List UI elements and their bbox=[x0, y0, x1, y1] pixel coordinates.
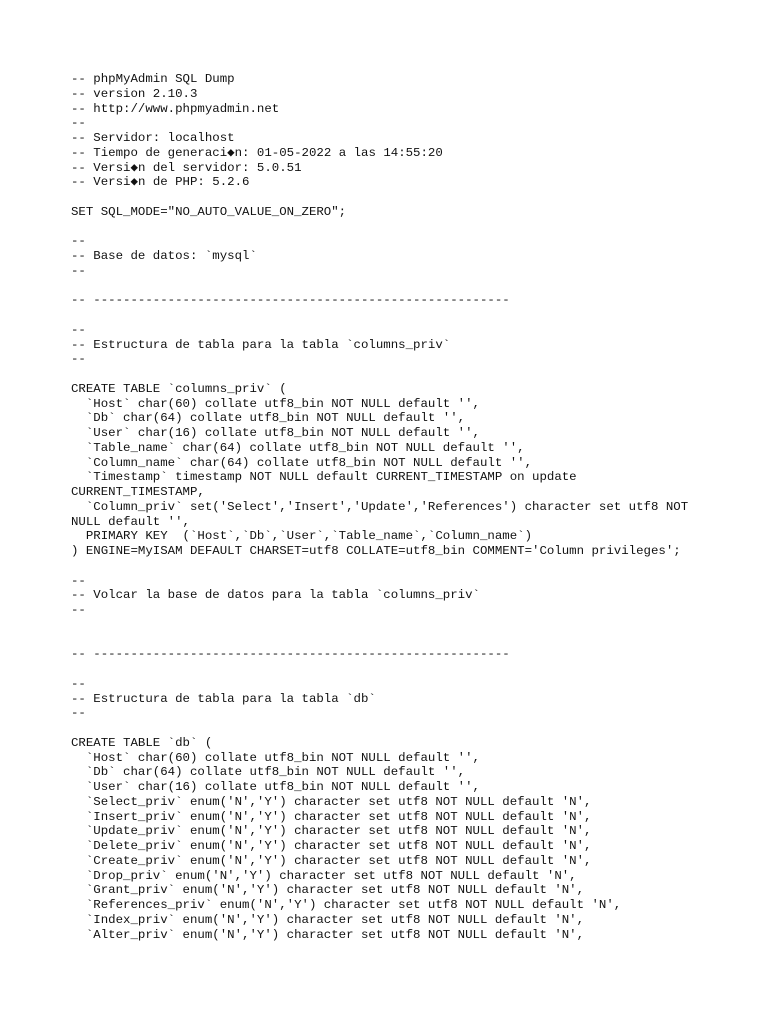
sql-line: -- Estructura de tabla para la tabla `columns_priv` bbox=[71, 337, 451, 352]
sql-line: -- Versi◆n de PHP: 5.2.6 bbox=[71, 175, 250, 190]
sql-line bbox=[71, 279, 731, 294]
sql-line: `Db` char(64) collate utf8_bin NOT NULL default '', bbox=[71, 411, 466, 426]
sql-line: -- bbox=[71, 603, 86, 617]
sql-line: `Column_name` char(64) collate utf8_bin NOT NULL default '', bbox=[71, 455, 533, 470]
sql-line: `Insert_priv` enum('N','Y') character set utf8 NOT NULL default 'N', bbox=[71, 809, 592, 824]
sql-line: -- bbox=[71, 352, 86, 367]
sql-line bbox=[71, 662, 731, 677]
sql-line: -- Volcar la base de datos para la tabla `columns_priv` bbox=[71, 588, 480, 603]
sql-line: PRIMARY KEY (`Host`,`Db`,`User`,`Table_name`,`Column_name`) bbox=[71, 529, 533, 544]
sql-line: `Alter_priv` enum('N','Y') character set utf8 NOT NULL default 'N', bbox=[71, 927, 585, 942]
sql-line: `Delete_priv` enum('N','Y') character set utf8 NOT NULL default 'N', bbox=[71, 839, 592, 853]
sql-line: `Drop_priv` enum('N','Y') character set utf8 NOT NULL default 'N', bbox=[71, 868, 577, 883]
sql-line: `References_priv` enum('N','Y') character set utf8 NOT NULL default 'N', bbox=[71, 898, 622, 912]
sql-line bbox=[71, 559, 731, 574]
sql-line: -- Base de datos: `mysql` bbox=[71, 249, 257, 263]
sql-line: NULL default '', bbox=[71, 514, 190, 529]
sql-line: -- Tiempo de generaci◆n: 01-05-2022 a las 14:55:20 bbox=[71, 145, 443, 160]
sql-line: -- phpMyAdmin SQL Dump bbox=[71, 72, 235, 86]
sql-line: `Index_priv` enum('N','Y') character set utf8 NOT NULL default 'N', bbox=[71, 912, 585, 927]
sql-line: -- bbox=[71, 322, 86, 337]
sql-line bbox=[71, 190, 731, 205]
sql-line: -- bbox=[71, 116, 86, 131]
sql-line bbox=[71, 308, 731, 323]
sql-line bbox=[71, 633, 731, 648]
sql-line: CREATE TABLE `db` ( bbox=[71, 735, 213, 750]
sql-line: -- Versi◆n del servidor: 5.0.51 bbox=[71, 160, 302, 175]
sql-line: `Create_priv` enum('N','Y') character set utf8 NOT NULL default 'N', bbox=[71, 853, 592, 868]
sql-line: ) ENGINE=MyISAM DEFAULT CHARSET=utf8 COLLATE=utf8_bin COMMENT='Column privileges'; bbox=[71, 544, 681, 558]
sql-line: `Host` char(60) collate utf8_bin NOT NULL default '', bbox=[71, 396, 480, 411]
sql-line: -- bbox=[71, 676, 86, 691]
sql-line: -- -------------------------------------------------------- bbox=[71, 647, 510, 662]
sql-line: `Table_name` char(64) collate utf8_bin NOT NULL default '', bbox=[71, 440, 525, 455]
sql-line: -- bbox=[71, 706, 86, 721]
sql-line: SET SQL_MODE="NO_AUTO_VALUE_ON_ZERO"; bbox=[71, 204, 347, 219]
sql-line: `Column_priv` set('Select','Insert','Update','References') character set utf8 NOT bbox=[71, 499, 689, 514]
sql-line bbox=[71, 618, 731, 633]
sql-line: `User` char(16) collate utf8_bin NOT NULL default '', bbox=[71, 780, 480, 794]
sql-line: `User` char(16) collate utf8_bin NOT NULL default '', bbox=[71, 426, 480, 440]
sql-line: `Timestamp` timestamp NOT NULL default CURRENT_TIMESTAMP on update bbox=[71, 470, 577, 485]
sql-line: `Update_priv` enum('N','Y') character set utf8 NOT NULL default 'N', bbox=[71, 824, 592, 839]
sql-dump-text bbox=[71, 72, 731, 942]
sql-line: `Select_priv` enum('N','Y') character set utf8 NOT NULL default 'N', bbox=[71, 794, 592, 809]
sql-line: -- http://www.phpmyadmin.net bbox=[71, 101, 280, 116]
sql-line: -- -------------------------------------------------------- bbox=[71, 293, 510, 308]
sql-line: CREATE TABLE `columns_priv` ( bbox=[71, 381, 287, 396]
sql-line: `Db` char(64) collate utf8_bin NOT NULL default '', bbox=[71, 765, 466, 780]
sql-line: -- version 2.10.3 bbox=[71, 86, 198, 101]
sql-line: `Grant_priv` enum('N','Y') character set utf8 NOT NULL default 'N', bbox=[71, 883, 585, 898]
sql-line: `Host` char(60) collate utf8_bin NOT NULL default '', bbox=[71, 750, 480, 765]
sql-line: -- bbox=[71, 263, 86, 278]
sql-line bbox=[71, 367, 731, 382]
sql-line: -- Estructura de tabla para la tabla `db` bbox=[71, 691, 376, 706]
sql-line: -- bbox=[71, 573, 86, 588]
sql-line bbox=[71, 721, 731, 736]
sql-dump-page bbox=[71, 72, 731, 942]
sql-line: -- Servidor: localhost bbox=[71, 131, 235, 145]
sql-line bbox=[71, 220, 731, 235]
sql-line: CURRENT_TIMESTAMP, bbox=[71, 485, 205, 499]
sql-line: -- bbox=[71, 234, 86, 249]
